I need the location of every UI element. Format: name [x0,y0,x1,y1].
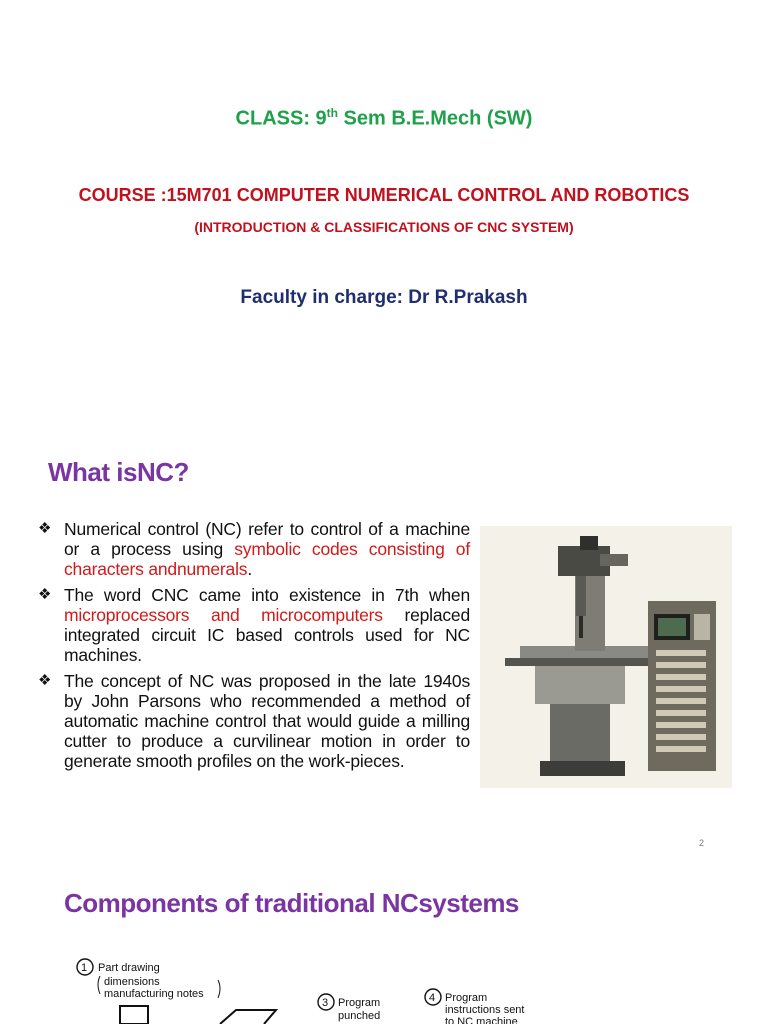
step-4-number: 4 [429,992,436,1004]
class-prefix: CLASS: 9 [235,107,327,130]
step-3-label-1: Program [338,997,381,1009]
nc-bullet-list [38,519,470,777]
diamond-bullet-icon: ❖ [38,586,52,603]
components-title: Components of traditional NCsystems [64,888,519,918]
diamond-bullet-icon: ❖ [38,520,52,537]
page-number: 2 [699,838,705,848]
cnc-machine-image [480,526,732,788]
bullet-text: replaced integrated circuit IC based controls used for NC machines. [64,605,470,665]
faculty-line: Faculty in charge: Dr R.Prakash [240,287,528,308]
highlighted-text: symbolic codes consisting of characters andnumerals [64,539,470,579]
step-1-number: 1 [81,962,88,974]
class-suffix: Sem B.E.Mech (SW) [337,107,533,130]
what-is-nc-title: What isNC? [48,457,189,487]
bullet-text: . [247,559,253,579]
left-paren-icon [98,976,100,994]
bullet-item [38,585,470,665]
bullet-text: The word CNC came into existence in 7th when [64,585,470,605]
course-subtitle: (INTRODUCTION & CLASSIFICATIONS OF CNC SYSTEM) [194,219,574,235]
tape-icon [220,1010,276,1024]
drawing-icon [120,1006,148,1024]
step-3-label-2: punched [338,1010,381,1022]
step-1-label-3: manufacturing notes [104,988,204,1000]
cnc-milling-machine-photo-icon [480,526,732,788]
bullet-text: Numerical control (NC) refer to control of a machine or a process using [64,519,470,559]
step-1-label-1: Part drawing [98,962,160,974]
bullet-item [38,519,470,579]
highlighted-text: microprocessors and microcomputers [64,605,383,625]
course-title: COURSE :15M701 COMPUTER NUMERICAL CONTROL AND ROBOTICS [78,185,690,205]
bullet-item [38,671,470,771]
bullet-text: The concept of NC was proposed in the late 1940s by John Parsons who recommended a method of automatic machine control that would guide a milling cutter to produce a curvilinear motion in order to generate smooth profiles on the work-pieces. [64,671,470,771]
step-3-number: 3 [322,997,329,1009]
class-line [0,106,768,131]
step-4-label-3: to NC machine [445,1016,518,1024]
step-4-label-2: instructions sent [445,1004,525,1016]
step-4-label-1: Program [445,992,488,1004]
class-superscript: th [326,106,338,120]
step-1-label-2: dimensions [104,976,160,988]
nc-components-diagram [70,950,590,1024]
right-paren-icon [218,980,220,998]
diamond-bullet-icon: ❖ [38,672,52,689]
